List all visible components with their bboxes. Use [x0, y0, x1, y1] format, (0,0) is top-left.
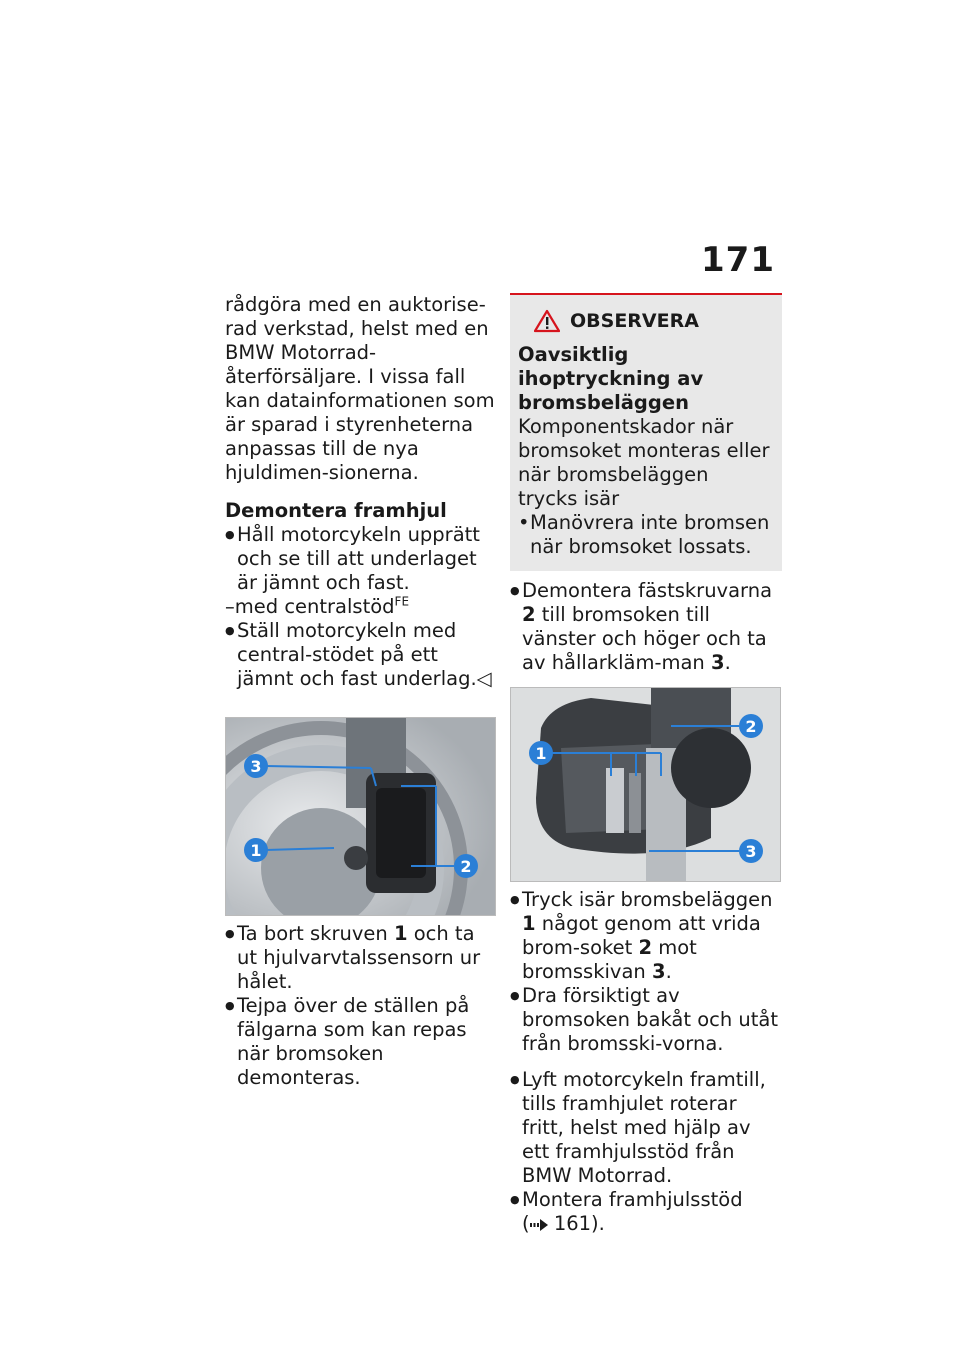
step-mount-stand: ● Montera framhjulsstöd ( 161). — [510, 1188, 782, 1236]
step-pull-caliper: ● Dra försiktigt av bromsoken bakåt och utåt från bromsski-vorna. — [510, 984, 782, 1056]
ref-num: 1 — [393, 922, 408, 945]
notice-title: OBSERVERA — [570, 310, 699, 332]
n2a: 1 — [522, 912, 536, 935]
n1b: 3 — [711, 651, 725, 674]
n1a: 2 — [522, 603, 536, 626]
t1b: till bromsoken till vänster och höger och ta av hållarkläm-man — [522, 603, 767, 674]
intro-paragraph: rådgöra med en auktorise-rad verkstad, helst med en BMW Motorrad-återförsäljare. I vissa fall kan datainformationen som är sparad i styrenheterna anpassas till de nya hjuldimen-sionerna. — [225, 293, 495, 484]
t1a: Demontera fästskruvarna — [522, 579, 773, 602]
t2c: mot bromsskivan — [522, 936, 697, 983]
callout-3: 3 — [745, 842, 757, 861]
brake-caliper-figure-2 — [510, 687, 781, 882]
notice-bullet: • Manövrera inte bromsen när bromsoket lossats. — [518, 511, 772, 559]
notice-header — [518, 309, 772, 333]
t5a: Montera framhjulsstöd — [522, 1188, 743, 1211]
step-remove-bolts — [510, 579, 782, 675]
step-remove-screw-rest: och ta ut hjulvarvtalssensorn ur hålet. — [237, 922, 481, 993]
right-column — [510, 293, 782, 1236]
t2d: . — [665, 960, 672, 983]
t2a: Tryck isär bromsbeläggen — [522, 888, 773, 911]
reference-arrow-icon — [530, 1219, 548, 1231]
t2b: något genom att vrida brom-soket — [522, 912, 761, 959]
condition-text: –med centralstöd — [225, 595, 395, 618]
step-tape-rims: ● Tejpa över de ställen på fälgarna som kan repas när bromsoken demonteras. — [225, 994, 497, 1090]
step-remove-screw — [225, 922, 497, 994]
notice-text: Komponentskador när bromsoket monteras eller när bromsbeläggen trycks isär — [518, 415, 770, 510]
warning-triangle-icon — [534, 309, 560, 333]
section-heading: Demontera framhjul — [225, 499, 447, 522]
end-marker: ◁ — [476, 667, 492, 690]
step-remove-screw-text: Ta bort skruven — [237, 922, 388, 945]
callout-2: 2 — [745, 717, 757, 736]
n2b: 2 — [638, 936, 653, 959]
t1c: . — [724, 651, 731, 674]
step-press-pads — [510, 888, 782, 984]
figure-2-illustration — [511, 688, 780, 881]
left-column — [225, 293, 497, 1090]
n2c: 3 — [651, 960, 666, 983]
callout-1: 1 — [250, 841, 262, 860]
step-centerstand — [225, 619, 497, 691]
callout-1: 1 — [535, 744, 547, 763]
brake-caliper-figure-1 — [225, 717, 496, 916]
condition-centerstand — [225, 595, 497, 619]
page-reference[interactable]: 161). — [553, 1212, 605, 1235]
page-number: 171 — [701, 240, 775, 280]
callout-2: 2 — [460, 857, 472, 876]
step-centerstand-text: Ställ motorcykeln med central-stödet på ett jämnt och fast underlag. — [237, 619, 477, 690]
notice-subtitle: Oavsiktlig ihoptryckning av bromsbeläggen — [518, 343, 704, 414]
callout-3: 3 — [250, 757, 262, 776]
condition-sup: FE — [394, 594, 410, 609]
figure-1-illustration — [226, 718, 495, 915]
step-hold-upright: ● Håll motorcykeln upprätt och se till att underlaget är jämnt och fast. — [225, 523, 497, 595]
step-lift-motorcycle: ● Lyft motorcykeln framtill, tills framhjulet roterar fritt, helst med hjälp av ett framhjulsstöd från BMW Motorrad. — [510, 1068, 782, 1188]
notice-box — [510, 293, 782, 571]
